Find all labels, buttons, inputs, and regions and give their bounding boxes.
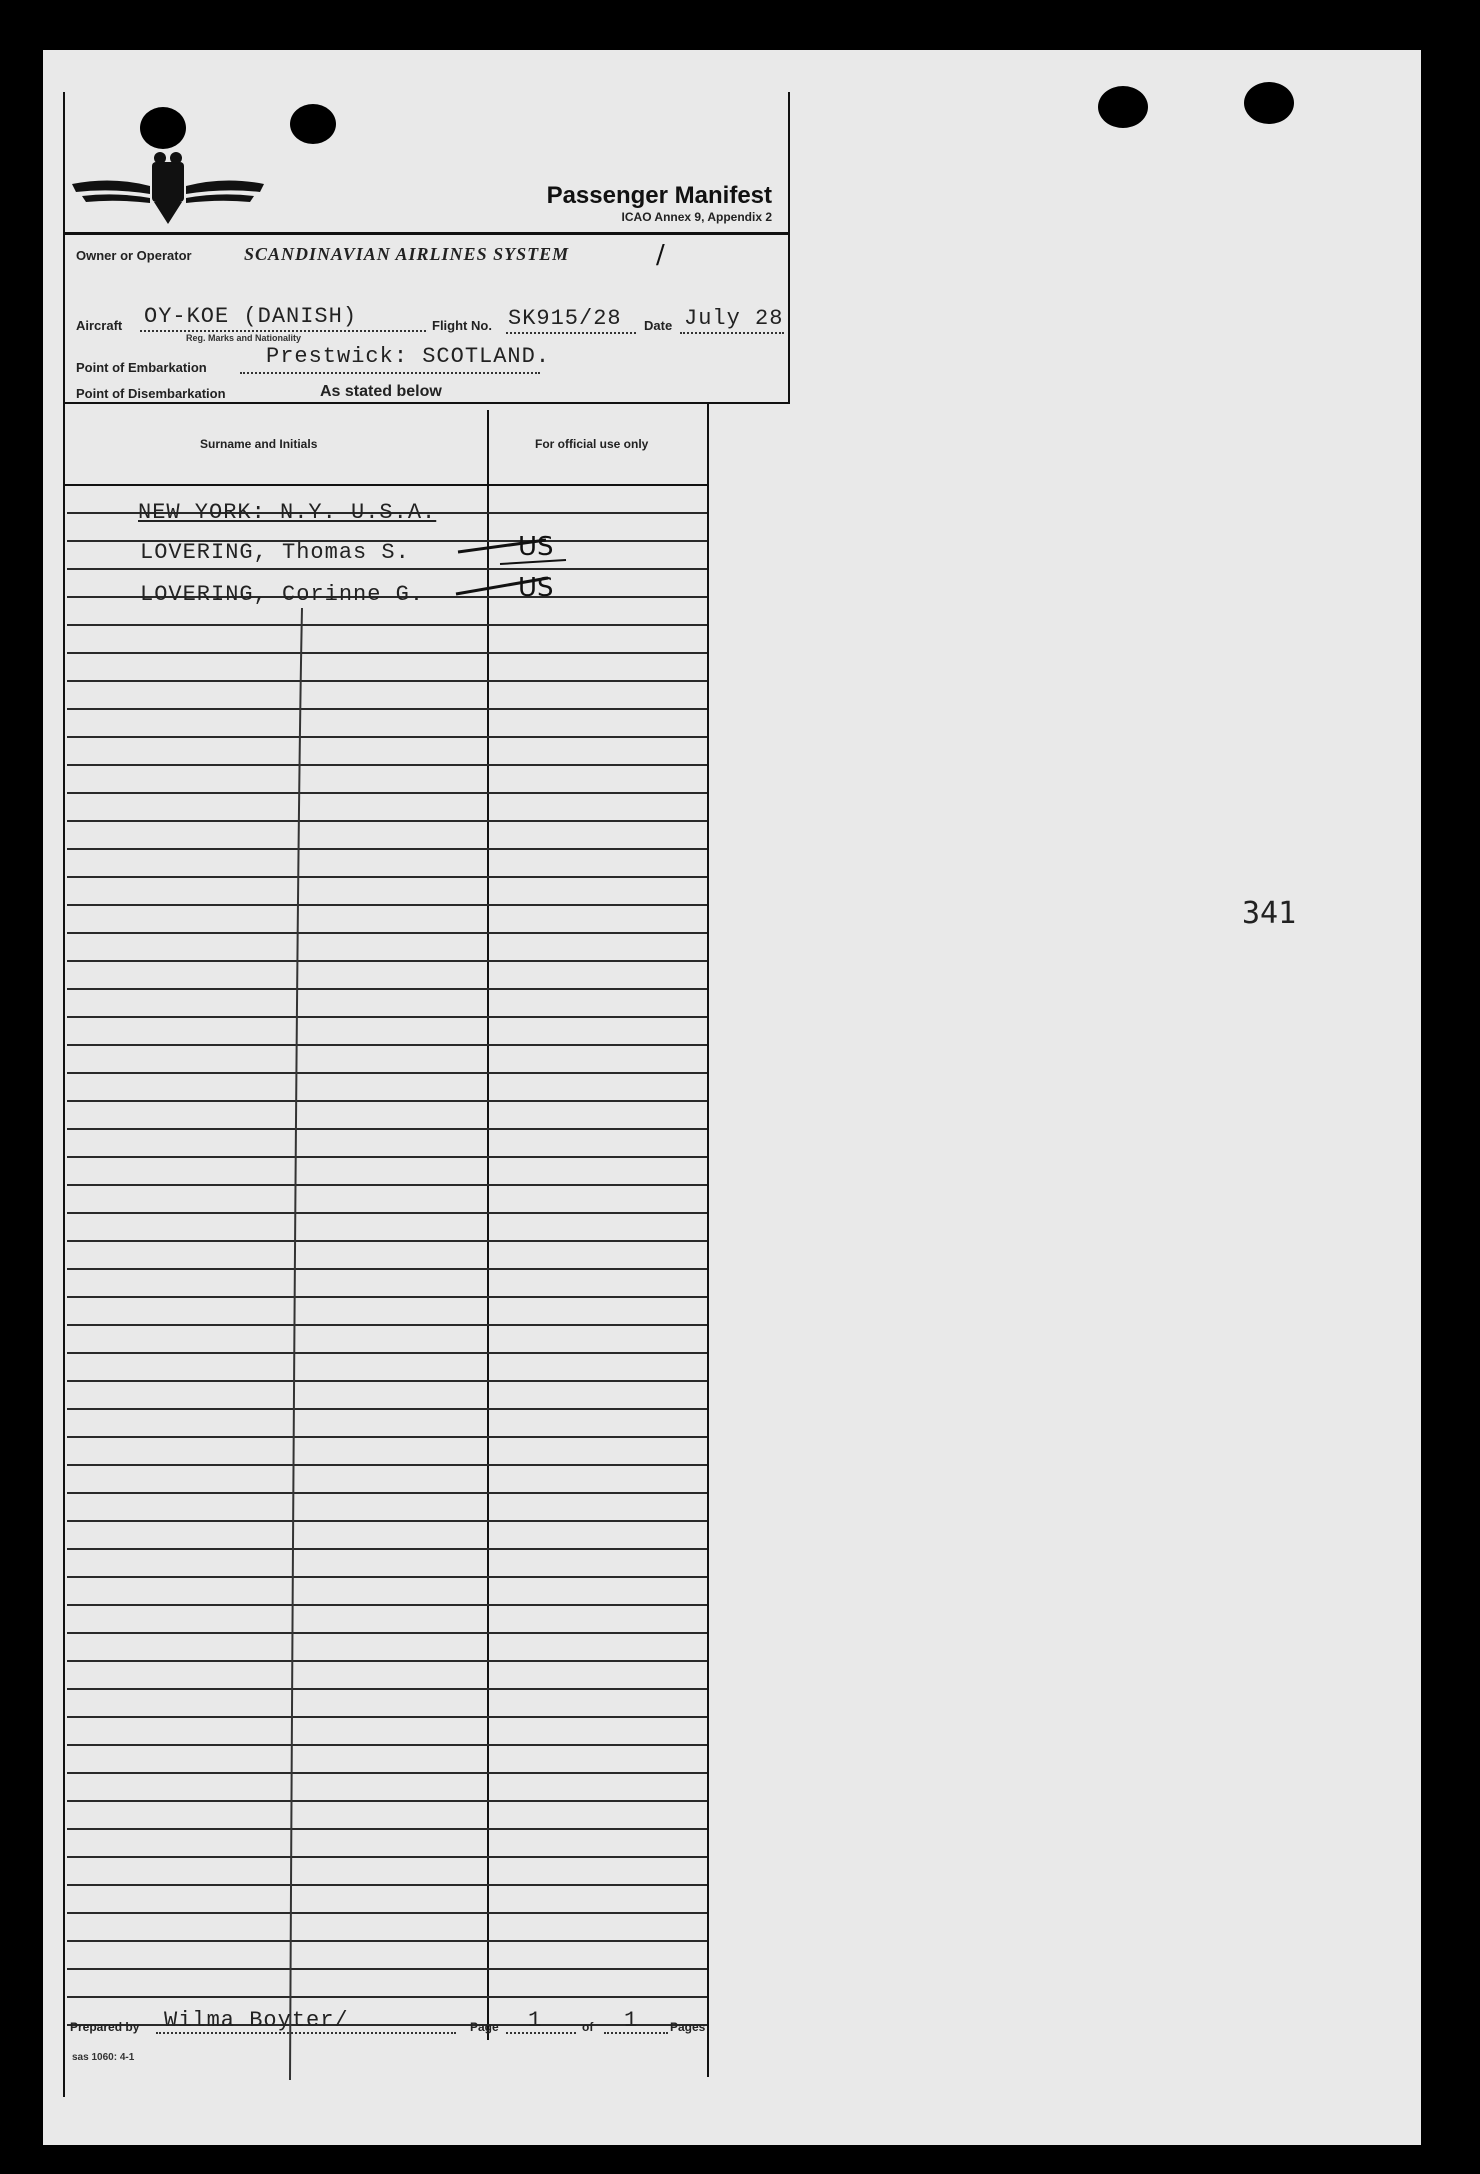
embarkation-value: Prestwick: SCOTLAND.: [266, 344, 551, 369]
owner-check-mark: /: [656, 240, 665, 270]
official-column-header: For official use only: [535, 437, 649, 451]
page-value: 1: [528, 2008, 543, 2033]
reg-note: Reg. Marks and Nationality: [186, 333, 302, 343]
date-value: July 28: [684, 306, 784, 331]
stamp-number: 341: [1242, 896, 1297, 931]
form-title: Passenger Manifest: [546, 182, 772, 209]
entry-passenger-2-official: US: [518, 573, 554, 603]
date-label: Date: [644, 318, 673, 333]
entry-passenger-1-official: US: [518, 532, 554, 562]
flight-no-label: Flight No.: [432, 318, 492, 333]
owner-label: Owner or Operator: [76, 248, 192, 263]
entry-passenger-1: LOVERING, Thomas S.: [140, 540, 410, 565]
embarkation-label: Point of Embarkation: [76, 360, 207, 375]
of-label: of: [582, 2020, 594, 2034]
entry-destination: NEW YORK: N.Y. U.S.A.: [138, 500, 437, 525]
page-dotted-line: [506, 2032, 576, 2034]
aircraft-label: Aircraft: [76, 318, 123, 333]
form-subtitle: ICAO Annex 9, Appendix 2: [621, 210, 772, 224]
aircraft-value: OY-KOE (DANISH): [144, 304, 358, 329]
of-pages-value: 1: [624, 2008, 639, 2033]
page-label: Page: [470, 2020, 499, 2034]
of-dotted-line: [604, 2032, 668, 2034]
pages-label: Pages: [670, 2020, 706, 2034]
owner-value: SCANDINAVIAN AIRLINES SYSTEM: [244, 244, 570, 264]
flight-no-value: SK915/28: [508, 306, 622, 331]
disembarkation-value: As stated below: [320, 383, 442, 400]
surname-column-header: Surname and Initials: [200, 437, 318, 451]
prepared-by-label: Prepared by: [70, 2020, 140, 2034]
form-code: sas 1060: 4-1: [72, 2052, 135, 2063]
entry-passenger-2: LOVERING, Corinne G.: [140, 582, 425, 607]
prepared-dotted-line: [156, 2032, 456, 2034]
disembarkation-label: Point of Disembarkation: [76, 386, 226, 401]
prepared-by-value: Wilma Boyter/: [164, 2008, 349, 2033]
